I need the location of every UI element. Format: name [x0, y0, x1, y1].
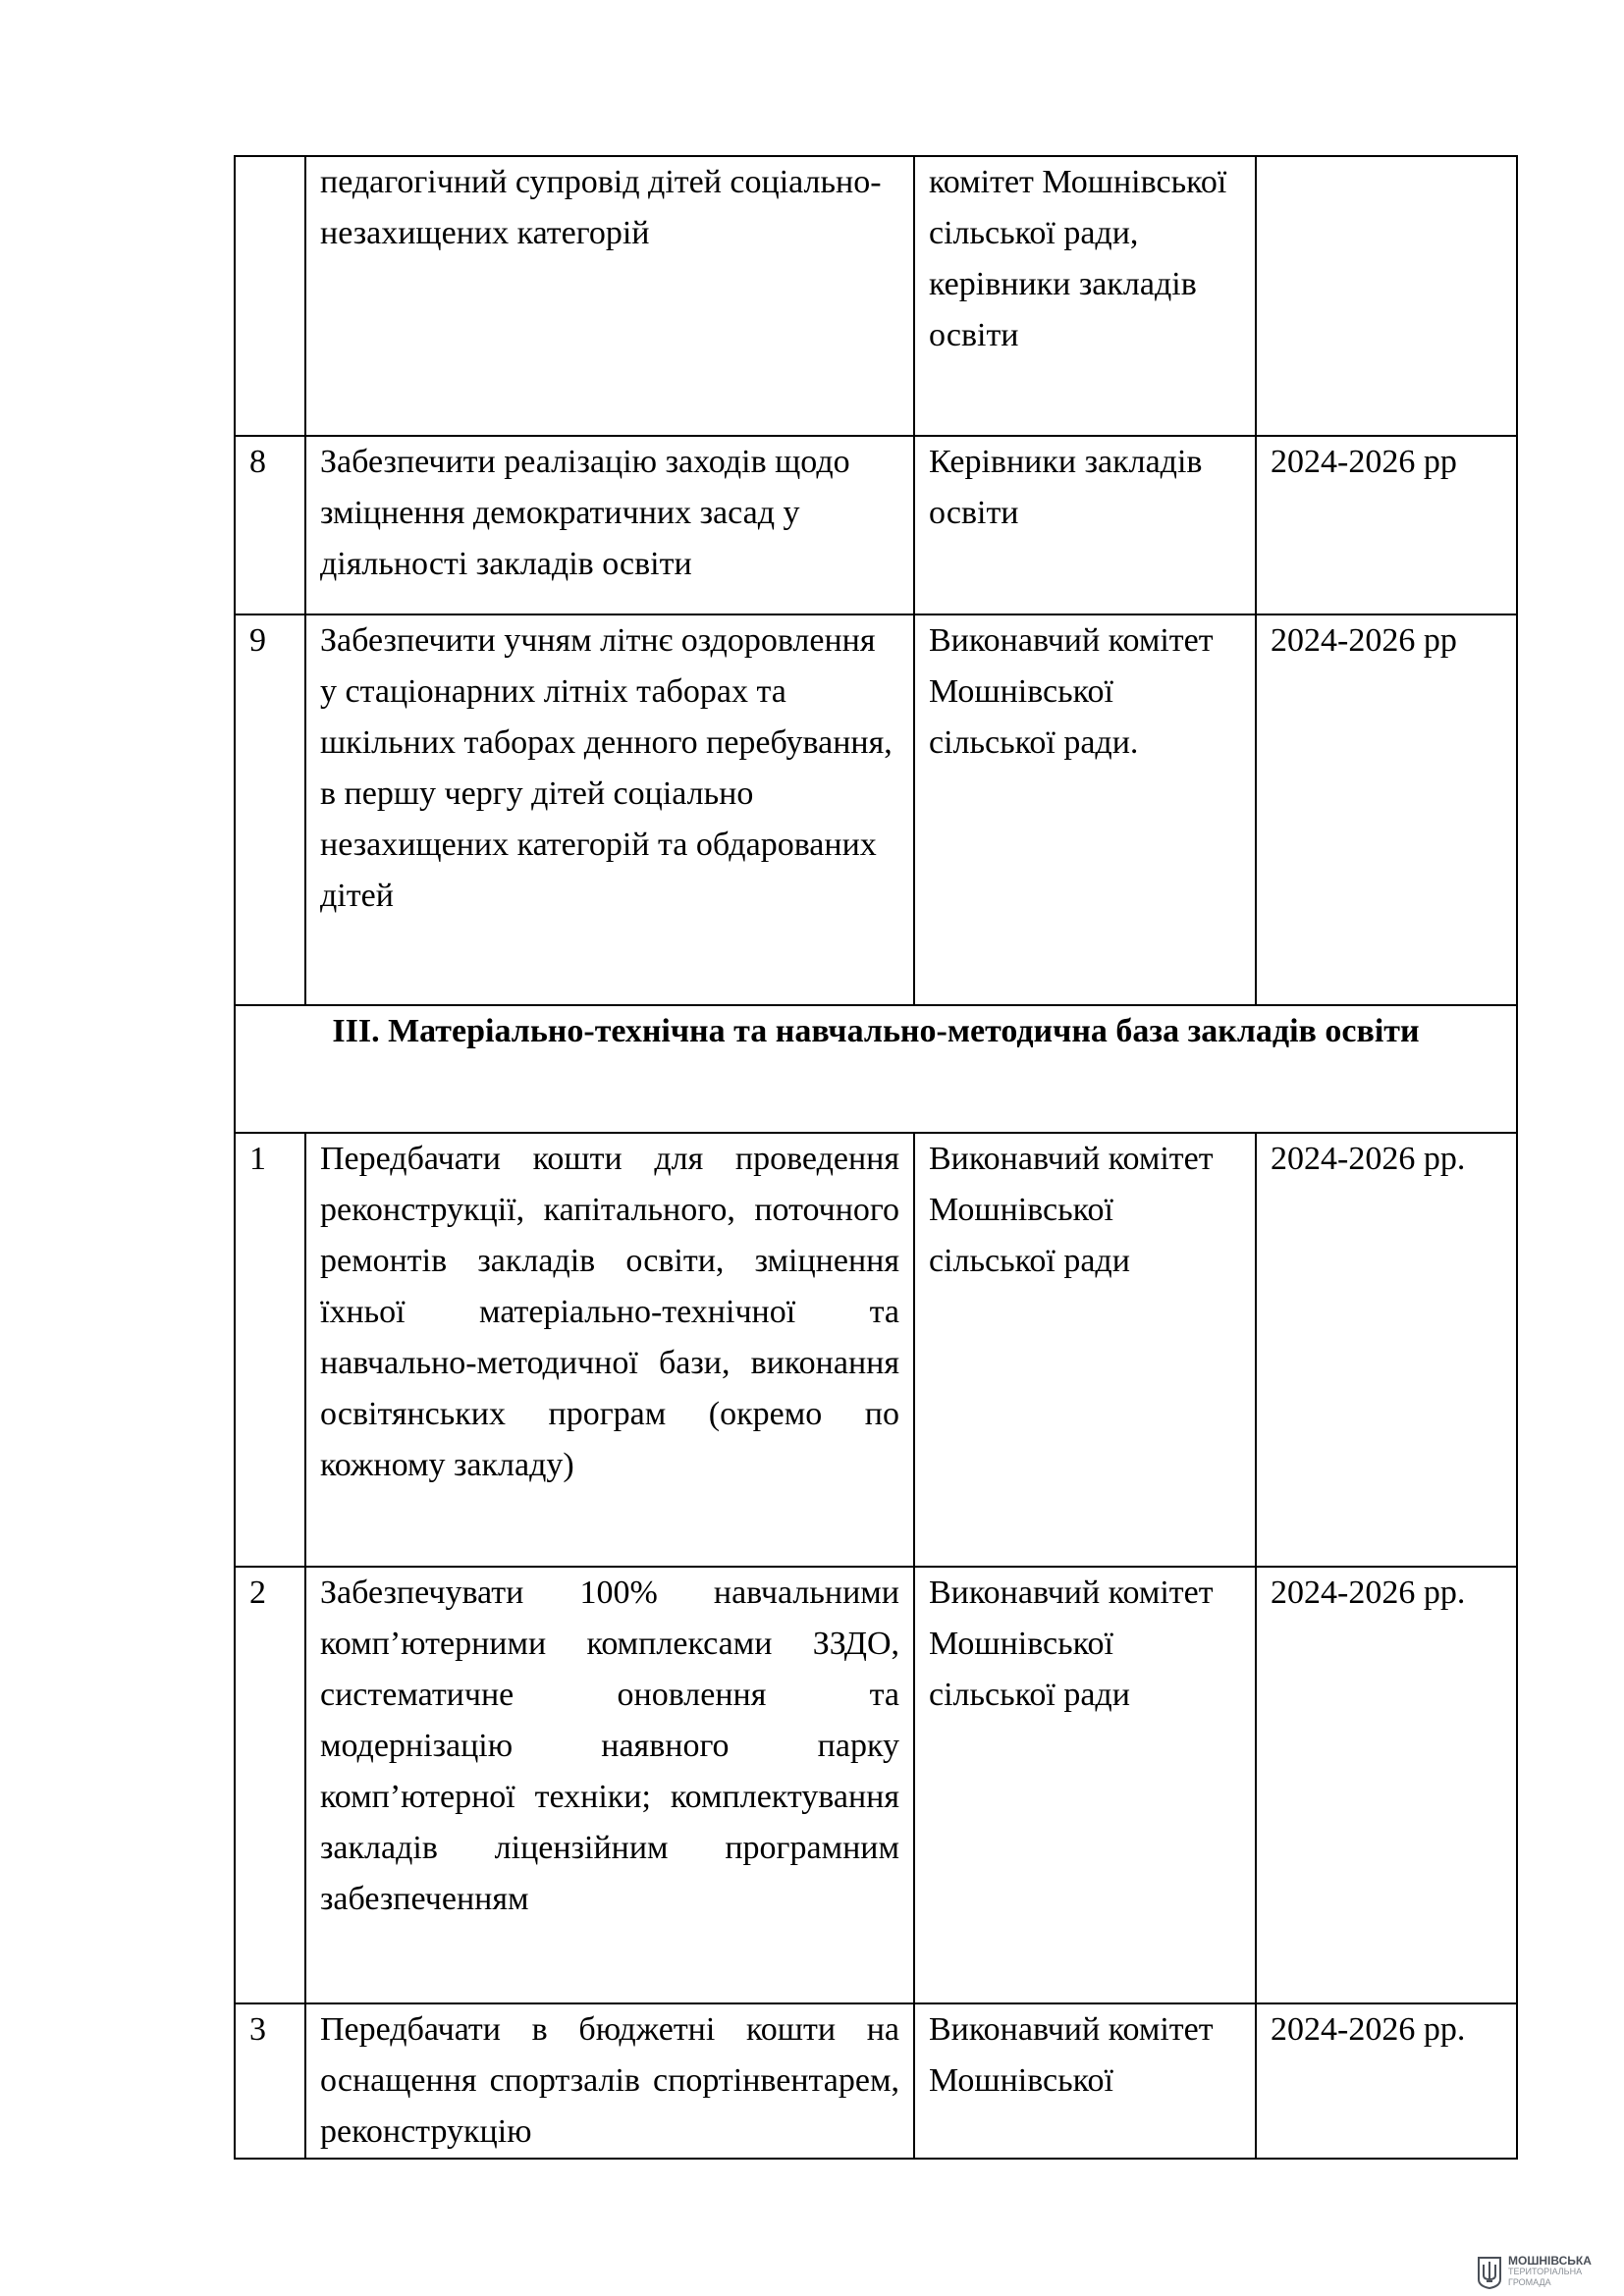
section-heading: ІІІ. Матеріально-технічна та навчально-методична база закладів освіти — [235, 1005, 1517, 1133]
section-row — [235, 1005, 1517, 1133]
task-cell: Забезпечувати 100% навчальними комп’ютерними комплексами ЗЗДО, систематичне оновлення та модернізацію наявного парку комп’ютерної техніки; комплектування закладів ліцензійним програмним забезпеченням — [305, 1567, 914, 2003]
term-cell: 2024-2026 рр — [1256, 436, 1517, 614]
plan-table — [234, 155, 1518, 2160]
table-row — [235, 2003, 1517, 2159]
responsible-cell: Керівники закладів освіти — [914, 436, 1256, 614]
logo-line-2: ТЕРИТОРІАЛЬНА — [1508, 2267, 1583, 2276]
table-row — [235, 1567, 1517, 2003]
responsible-cell: Виконавчий комітет Мошнівської сільської ради — [914, 1567, 1256, 2003]
table-row — [235, 1133, 1517, 1567]
row-number: 2 — [235, 1567, 305, 2003]
task-cell: Передбачати в бюджетні кошти на оснащення спортзалів спортінвентарем, реконструкцію — [305, 2003, 914, 2159]
term-cell: 2024-2026 рр. — [1256, 1133, 1517, 1567]
task-cell: Забезпечити учням літнє оздоровлення у стаціонарних літніх таборах та шкільних таборах денного перебування, в першу чергу дітей соціально незахищених категорій та обдарованих дітей — [305, 614, 914, 1005]
responsible-cell: Виконавчий комітет Мошнівської сільської ради — [914, 1133, 1256, 1567]
responsible-cell: Виконавчий комітет Мошнівської сільської ради. — [914, 614, 1256, 1005]
logo-line-1: МОШНІВСЬКА — [1508, 2254, 1592, 2268]
community-logo — [1477, 2256, 1592, 2289]
row-number: 1 — [235, 1133, 305, 1567]
row-number: 3 — [235, 2003, 305, 2159]
row-number — [235, 156, 305, 436]
term-cell: 2024-2026 рр. — [1256, 2003, 1517, 2159]
trident-emblem-icon — [1477, 2256, 1502, 2289]
term-cell: 2024-2026 рр — [1256, 614, 1517, 1005]
responsible-cell: комітет Мошнівської сільської ради, керівники закладів освіти — [914, 156, 1256, 436]
logo-line-3: ГРОМАДА — [1508, 2277, 1551, 2287]
table-row — [235, 156, 1517, 436]
table-row — [235, 436, 1517, 614]
responsible-cell: Виконавчий комітет Мошнівської — [914, 2003, 1256, 2159]
task-cell: педагогічний супровід дітей соціально-незахищених категорій — [305, 156, 914, 436]
logo-text — [1508, 2256, 1592, 2288]
row-number: 9 — [235, 614, 305, 1005]
term-cell — [1256, 156, 1517, 436]
task-cell: Забезпечити реалізацію заходів щодо зміцнення демократичних засад у діяльності закладів освіти — [305, 436, 914, 614]
term-cell: 2024-2026 рр. — [1256, 1567, 1517, 2003]
row-number: 8 — [235, 436, 305, 614]
table-row — [235, 614, 1517, 1005]
task-cell: Передбачати кошти для проведення реконструкції, капітального, поточного ремонтів закладів освіти, зміцнення їхньої матеріально-технічної та навчально-методичної бази, виконання освітянських програм (окремо по кожному закладу) — [305, 1133, 914, 1567]
